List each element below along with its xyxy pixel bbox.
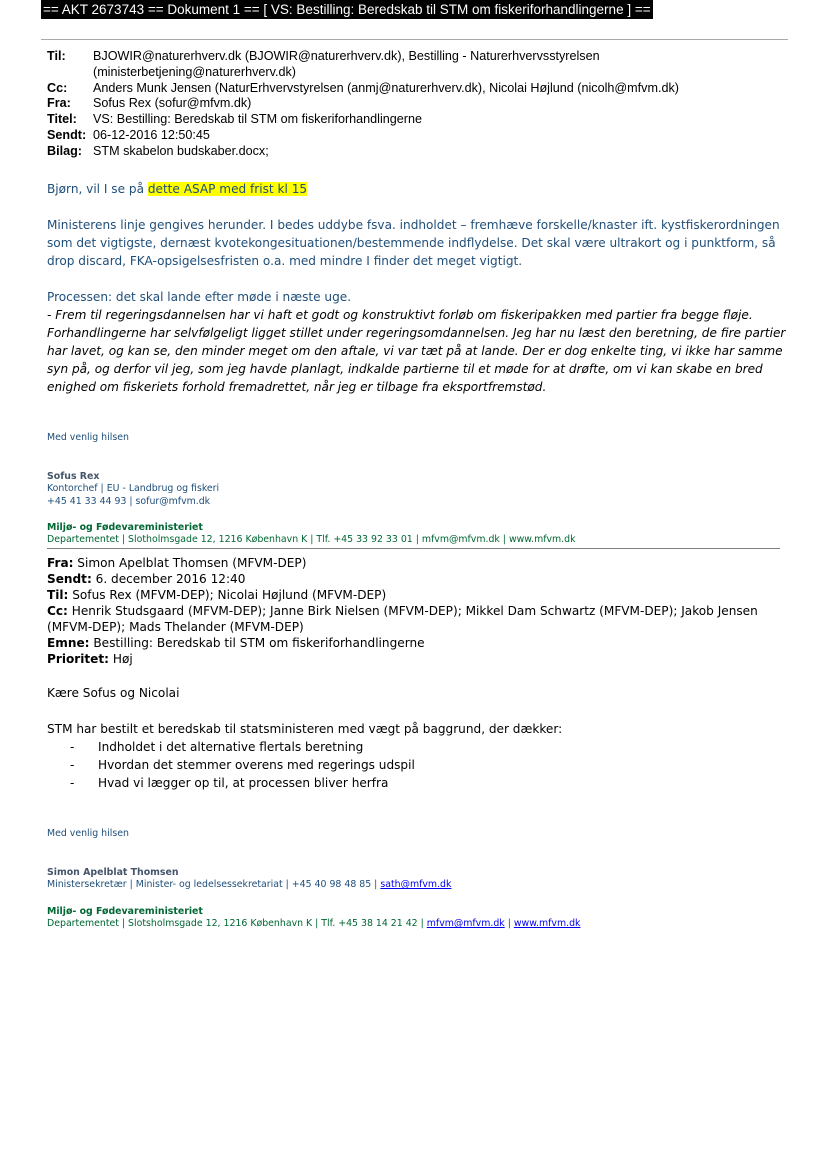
- fwd-subject-row: [47, 635, 792, 651]
- fwd-from-value: Simon Apelblat Thomsen (MFVM-DEP): [73, 556, 307, 570]
- fwd-from-row: [47, 555, 792, 571]
- fwd-cc-value: Henrik Studsgaard (MFVM-DEP); Janne Birk Nielsen (MFVM-DEP); Mikkel Dam Schwartz (MFVM-DEP); Jakob Jensen (MFVM-DEP); Mads Thelander (MFVM-DEP): [47, 604, 758, 634]
- sent-label: Sendt:: [47, 127, 87, 142]
- opening-text: Bjørn, vil I se på: [47, 182, 148, 196]
- header-cc-row: [47, 81, 787, 97]
- request-intro: STM har bestilt et beredskab til statsministeren med vægt på baggrund, der dækker:: [47, 722, 563, 736]
- forwarded-header: [47, 555, 792, 667]
- salutation: Kære Sofus og Nicolai: [47, 686, 180, 700]
- ministry2-address: [47, 918, 580, 930]
- list-item: [70, 774, 415, 792]
- ministry-name: Miljø- og Fødevareministeriet: [47, 522, 203, 533]
- ministry2-name: Miljø- og Fødevareministeriet: [47, 906, 203, 917]
- request-bullet-list: [70, 738, 415, 792]
- fwd-to-row: [47, 587, 792, 603]
- message-paragraph-process: Processen: det skal lande efter møde i næste uge.: [47, 290, 352, 304]
- minister-quote: - Frem til regeringsdannelsen har vi haft et godt og konstruktivt forløb om fiskeripakken med partier fra begge fløje. Forhandlingerne har selvfølgeligt ligget stillet under regeringsomdannelsen. Jeg har nu læst den beretning, de fire partier har lavet, og kan se, den minder meget om den aftale, vi var tæt på at lande. Der er dog enkelte ting, vi ikke har samme syn på, og derfor vil jeg, som jeg havde planlagt, indkalde partierne til et møde for at drøfte, om vi kan skabe en bred enighed om fiskeriets forhold fremadrettet, når jeg er tilbage fra eksportfremstød.: [47, 308, 786, 394]
- signature2-name: Simon Apelblat Thomsen: [47, 867, 179, 878]
- fwd-sent-row: [47, 571, 792, 587]
- header-attachment-row: [47, 144, 787, 160]
- from-value: Sofus Rex (sofur@mfvm.dk): [93, 96, 252, 111]
- cc-label: Cc:: [47, 80, 68, 95]
- fwd-priority-value: Høj: [109, 652, 133, 666]
- forward-divider: [47, 548, 780, 549]
- bullet-dash: -: [70, 758, 75, 772]
- bullet-text: Hvordan det stemmer overens med regerings udspil: [98, 758, 415, 772]
- fwd-cc-row: [47, 603, 792, 635]
- title-value: VS: Bestilling: Beredskab til STM om fiskeriforhandlingerne: [93, 112, 422, 127]
- title-label: Titel:: [47, 112, 77, 127]
- fwd-to-label: Til:: [47, 588, 69, 602]
- signature-title: Kontorchef | EU - Landbrug og fiskeri: [47, 483, 220, 495]
- from-label: Fra:: [47, 96, 71, 111]
- list-item: [70, 738, 415, 756]
- ministry2-address-text: Departementet | Slotsholmsgade 12, 1216 København K | Tlf. +45 38 14 21 42 |: [47, 918, 427, 930]
- message-paragraph-line: Ministerens linje gengives herunder. I bedes uddybe fsva. indholdet – fremhæve forskelle/knaster ift. kystfiskerordningen som det vigtigste, dernæst kvotekongesituationen/bestemmende indflydelse. Det skal være ultrakort og i punktform, så drop discard, FKA-opsigelsesfristen o.a. med mindre I finder det meget vigtigt.: [47, 218, 780, 268]
- bullet-text: Hvad vi lægger op til, at processen bliver herfra: [98, 776, 389, 790]
- to-label: Til:: [47, 49, 66, 63]
- document-banner: == AKT 2673743 == Dokument 1 == [ VS: Bestilling: Beredskab til STM om fiskeriforhandlingerne ] ==: [43, 2, 651, 17]
- signature2-title-text: Ministersekretær | Minister- og ledelsessekretariat | +45 40 98 48 85 |: [47, 879, 381, 891]
- signature-contact: +45 41 33 44 93 | sofur@mfvm.dk: [47, 495, 211, 507]
- bullet-text: Indholdet i det alternative flertals beretning: [98, 740, 364, 754]
- signature2-title: [47, 879, 451, 891]
- cc-value: Anders Munk Jensen (NaturErhvervstyrelsen (anmj@naturerhverv.dk), Nicolai Højlund (nicolh@mfvm.dk): [93, 80, 679, 95]
- fwd-sent-value: 6. december 2016 12:40: [91, 572, 246, 586]
- link-separator: |: [504, 918, 514, 930]
- bullet-dash: -: [70, 740, 75, 754]
- message-opening: [47, 180, 307, 198]
- ministry2-web-link[interactable]: www.mfvm.dk: [513, 918, 581, 930]
- signature-name: Sofus Rex: [47, 471, 100, 482]
- signature2-block: [47, 867, 451, 892]
- header-title-row: [47, 112, 787, 128]
- fwd-from-label: Fra:: [47, 556, 74, 570]
- attachment-label: Bilag:: [47, 143, 82, 158]
- to-value: BJOWIR@naturerhverv.dk (BJOWIR@naturerhverv.dk), Bestilling - Naturerhvervsstyrelsen (ministerbetjening@naturerhverv.dk): [93, 49, 600, 79]
- header-from-row: [47, 96, 787, 112]
- fwd-to-value: Sofus Rex (MFVM-DEP); Nicolai Højlund (MFVM-DEP): [68, 588, 387, 602]
- ministry-block: [47, 522, 576, 547]
- fwd-sent-label: Sendt:: [47, 572, 92, 586]
- ministry-address: Departementet | Slotholmsgade 12, 1216 København K | Tlf. +45 33 92 33 01 | mfvm@mfvm.dk | www.mfvm.dk: [47, 534, 576, 546]
- signature-block: [47, 471, 219, 508]
- header-divider: [41, 39, 788, 40]
- ministry2-mail-link[interactable]: mfvm@mfvm.dk: [426, 918, 505, 930]
- signature-greeting: Med venlig hilsen: [47, 432, 129, 443]
- highlighted-deadline: dette ASAP med frist kl 15: [147, 182, 308, 196]
- signature2-email-link[interactable]: sath@mfvm.dk: [380, 879, 452, 891]
- list-item: [70, 756, 415, 774]
- fwd-subject-value: Bestilling: Beredskab til STM om fiskeriforhandlingerne: [89, 636, 425, 650]
- signature2-greeting: Med venlig hilsen: [47, 828, 129, 839]
- header-to-row: [47, 49, 787, 81]
- fwd-cc-label: Cc:: [47, 604, 68, 618]
- ministry2-block: [47, 906, 580, 931]
- sent-value: 06-12-2016 12:50:45: [93, 127, 210, 142]
- fwd-priority-label: Prioritet:: [47, 652, 109, 666]
- fwd-subject-label: Emne:: [47, 636, 90, 650]
- attachment-value[interactable]: STM skabelon budskaber.docx;: [93, 143, 269, 158]
- email-header: [47, 49, 787, 160]
- header-sent-row: [47, 128, 787, 144]
- fwd-priority-row: [47, 651, 792, 667]
- bullet-dash: -: [70, 776, 75, 790]
